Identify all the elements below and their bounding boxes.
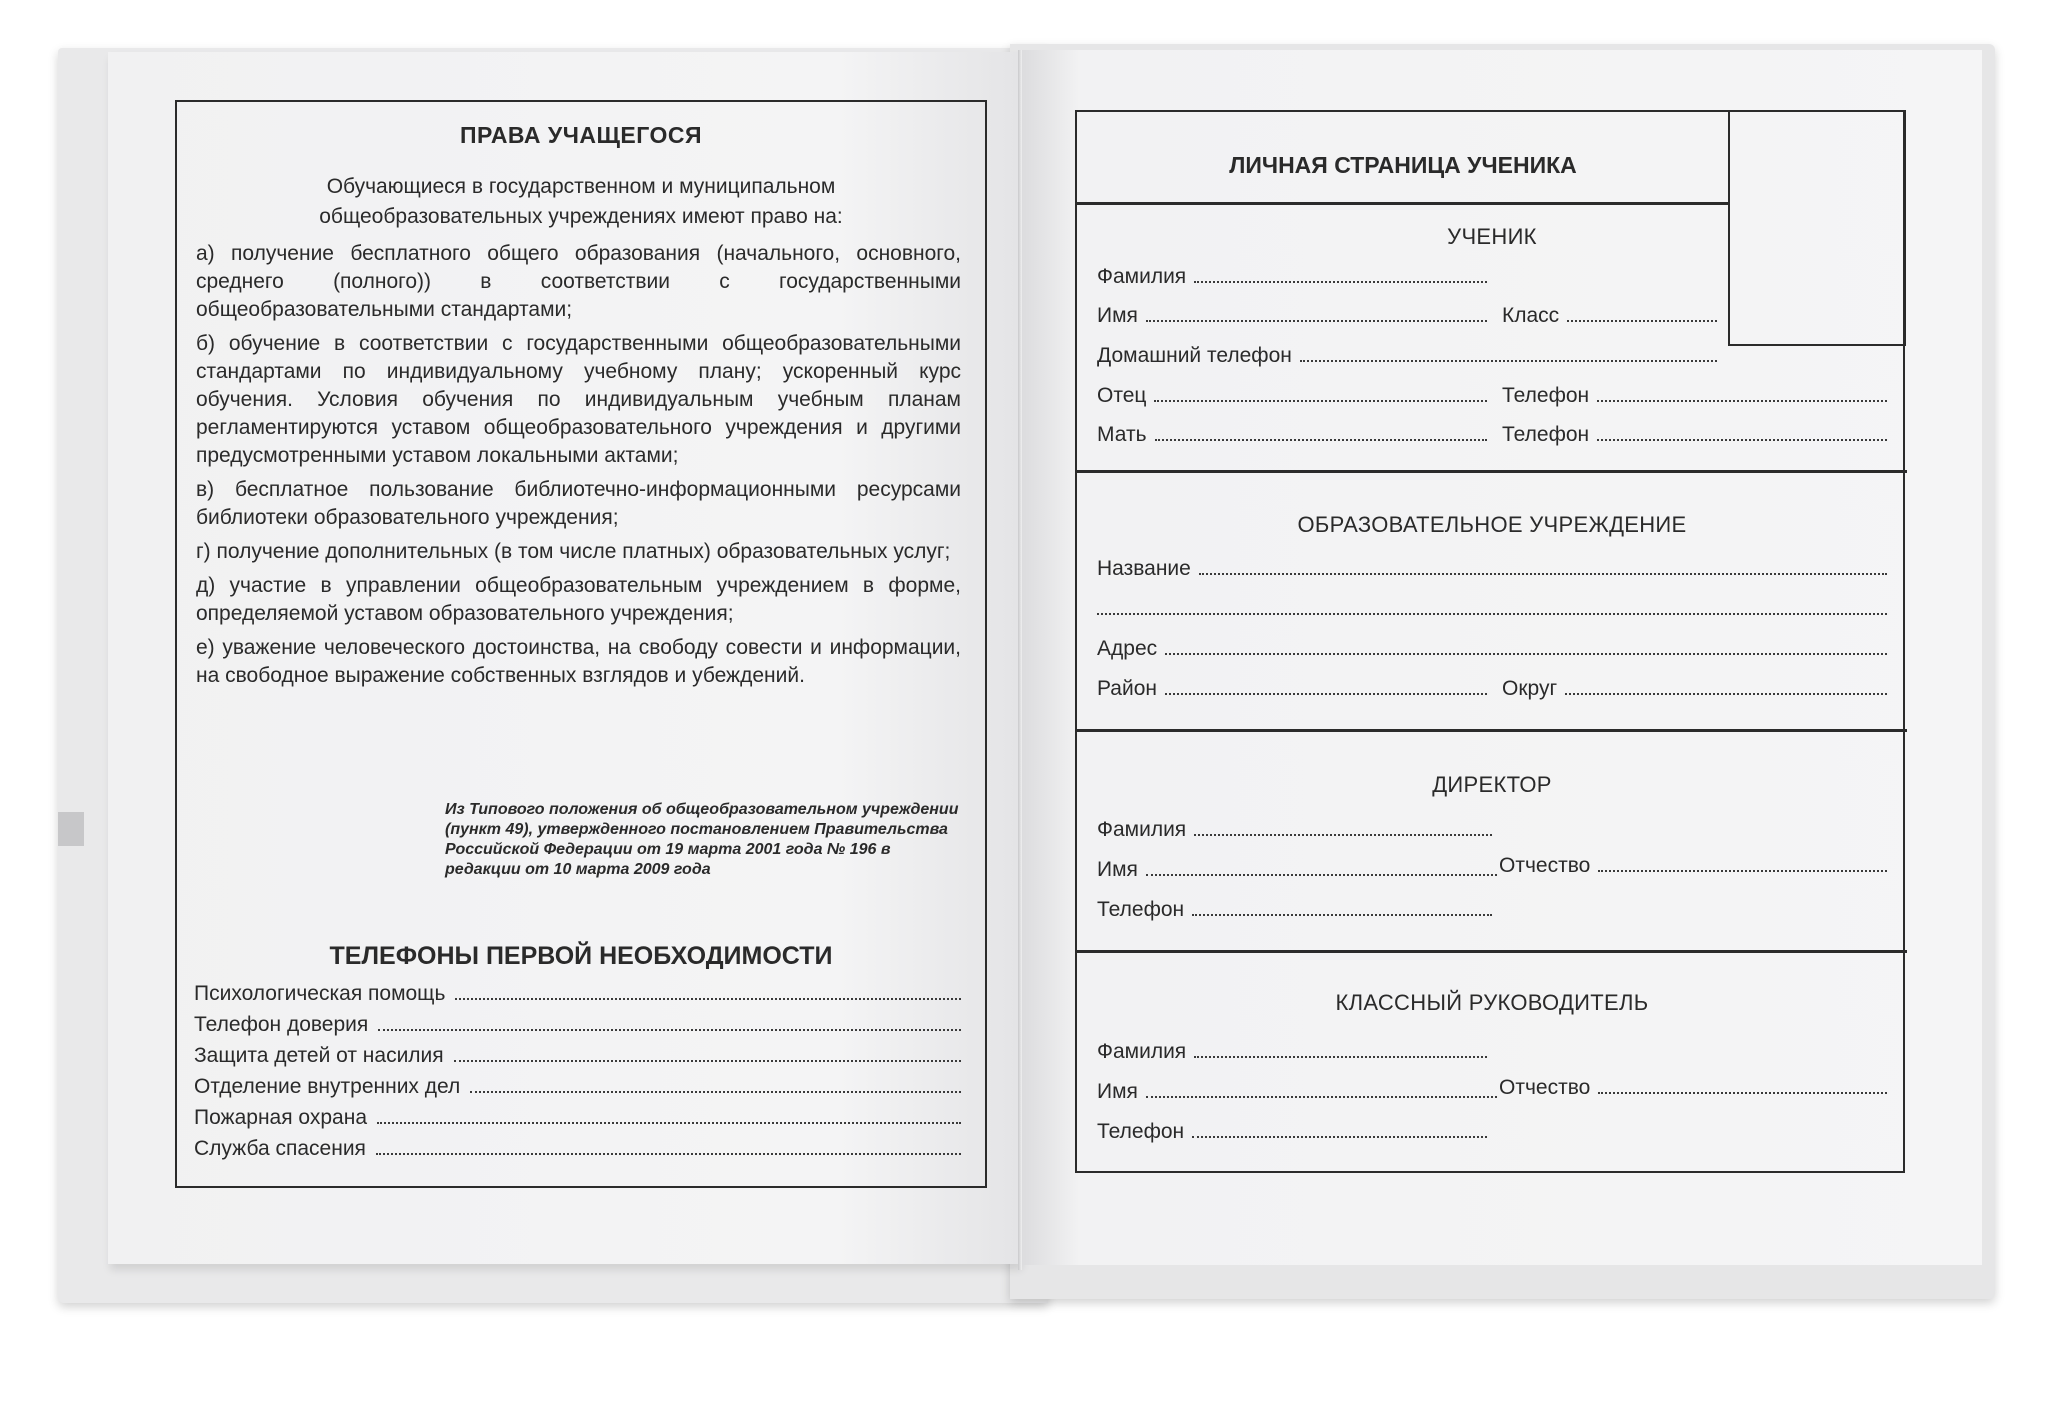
class-teacher-heading: КЛАССНЫЙ РУКОВОДИТЕЛЬ: [1335, 990, 1649, 1015]
fill-line[interactable]: [1165, 677, 1487, 695]
field-label: Фамилия: [1097, 265, 1187, 288]
section-divider: [1077, 202, 1729, 205]
director-surname-field: [1097, 818, 1492, 842]
fill-line[interactable]: [1192, 898, 1492, 916]
phone-fill-line[interactable]: [455, 982, 961, 1000]
phones-title: ТЕЛЕФОНЫ ПЕРВОЙ НЕОБХОДИМОСТИ: [329, 942, 833, 970]
director-phone-field: [1097, 898, 1492, 922]
phone-fill-line[interactable]: [376, 1137, 961, 1155]
rights-intro: Обучающиеся в государственном и муниципальном общеобразовательных учреждениях имеют право на:: [319, 175, 843, 228]
fill-line[interactable]: [1194, 818, 1492, 836]
citation: Из Типового положения об общеобразовательном учреждении (пункт 49), утвержденного постановлением Правительства Российской Федерации от 19 марта 2001 года № 196 в редакции от 10 марта 2009 года: [445, 801, 959, 878]
fill-line[interactable]: [1598, 854, 1887, 872]
rights-title: ПРАВА УЧАЩЕГОСЯ: [459, 122, 703, 148]
section-divider: [1077, 950, 1907, 953]
phones-list: [194, 982, 969, 1168]
fill-line[interactable]: [1598, 1076, 1887, 1094]
fill-line[interactable]: [1165, 637, 1887, 655]
fill-line[interactable]: [1146, 304, 1487, 322]
phone-row: [194, 1106, 969, 1137]
field-label: Отчество: [1499, 854, 1591, 877]
phone-row: [194, 1044, 969, 1075]
fill-line[interactable]: [1192, 1120, 1487, 1138]
field-label: Район: [1097, 677, 1157, 700]
school-district-field: [1097, 677, 1487, 701]
fill-line[interactable]: [1146, 1080, 1497, 1098]
director-heading: ДИРЕКТОР: [1432, 772, 1552, 797]
father-field: [1097, 384, 1487, 408]
field-label: Фамилия: [1097, 818, 1187, 841]
field-label: Телефон: [1502, 384, 1590, 407]
fill-line[interactable]: [1194, 1040, 1487, 1058]
fill-line[interactable]: [1155, 423, 1487, 441]
teacher-patronymic-field: [1499, 1076, 1887, 1100]
phone-row: [194, 1013, 969, 1044]
rights-item: е) уважение человеческого достоинства, на свободу совести и информации, на свободное выражение собственных взглядов и убеждений.: [196, 636, 961, 687]
field-label: Имя: [1097, 304, 1138, 327]
field-label: Имя: [1097, 858, 1138, 881]
phone-row: [194, 1075, 969, 1106]
fill-line[interactable]: [1597, 423, 1887, 441]
rights-frame: [175, 100, 987, 1188]
fill-line[interactable]: [1565, 677, 1887, 695]
director-patronymic-field: [1499, 854, 1887, 878]
home-phone-field: [1097, 344, 1717, 368]
field-label: Телефон: [1502, 423, 1590, 446]
mother-field: [1097, 423, 1487, 447]
fill-line[interactable]: [1567, 304, 1717, 322]
fill-line[interactable]: [1194, 265, 1487, 283]
field-label: Адрес: [1097, 637, 1158, 660]
phone-fill-line[interactable]: [377, 1106, 961, 1124]
student-heading: УЧЕНИК: [1447, 224, 1537, 249]
rights-item: д) участие в управлении общеобразовательным учреждением в форме, определяемой уставом образовательного учреждения;: [196, 574, 961, 625]
phone-label: Служба спасения: [194, 1137, 366, 1160]
teacher-name-field: [1097, 1080, 1497, 1104]
rights-item: в) бесплатное пользование библиотечно-информационными ресурсами библиотеки образовательного учреждения;: [196, 478, 961, 529]
field-label: Домашний телефон: [1097, 344, 1292, 367]
field-label: Телефон: [1097, 1120, 1185, 1143]
field-label: Отчество: [1499, 1076, 1591, 1099]
student-class-field: [1502, 304, 1717, 328]
phone-fill-line[interactable]: [378, 1013, 961, 1031]
field-label: Название: [1097, 557, 1191, 580]
section-divider: [1077, 729, 1907, 732]
rights-item: г) получение дополнительных (в том числе платных) образовательных услуг;: [196, 540, 951, 563]
section-divider: [1077, 470, 1907, 473]
phone-label: Защита детей от насилия: [194, 1044, 444, 1067]
teacher-surname-field: [1097, 1040, 1487, 1064]
rights-item: а) получение бесплатного общего образования (начального, основного, среднего (полного)) в соответствии с государственными общеобразовательными стандартами;: [196, 242, 961, 321]
rights-list: [196, 240, 961, 696]
phone-row: [194, 982, 969, 1013]
field-label: Фамилия: [1097, 1040, 1187, 1063]
phone-label: Отделение внутренних дел: [194, 1075, 461, 1098]
student-surname-field: [1097, 265, 1487, 289]
personal-page-title: ЛИЧНАЯ СТРАНИЦА УЧЕНИКА: [1229, 152, 1577, 178]
phone-row: [194, 1137, 969, 1168]
director-name-field: [1097, 858, 1497, 882]
fill-line[interactable]: [1597, 384, 1887, 402]
school-heading: ОБРАЗОВАТЕЛЬНОЕ УЧРЕЖДЕНИЕ: [1297, 512, 1687, 537]
school-name-field: [1097, 557, 1887, 581]
fill-line[interactable]: [1097, 597, 1887, 615]
phone-label: Телефон доверия: [194, 1013, 369, 1036]
fill-line[interactable]: [1146, 858, 1497, 876]
phone-label: Психологическая помощь: [194, 982, 446, 1005]
fill-line[interactable]: [1300, 344, 1717, 362]
fill-line[interactable]: [1154, 384, 1487, 402]
fill-line[interactable]: [1199, 557, 1887, 575]
field-label: Имя: [1097, 1080, 1138, 1103]
teacher-phone-field: [1097, 1120, 1487, 1144]
personal-page-frame: [1075, 110, 1905, 1173]
field-label: Мать: [1097, 423, 1147, 446]
field-label: Телефон: [1097, 898, 1185, 921]
school-name-continuation: [1097, 597, 1887, 615]
field-label: Округ: [1502, 677, 1558, 700]
bookmark-tab: [58, 812, 84, 846]
mother-phone-field: [1502, 423, 1887, 447]
field-label: Класс: [1502, 304, 1560, 327]
school-address-field: [1097, 637, 1887, 661]
phone-fill-line[interactable]: [470, 1075, 961, 1093]
student-name-field: [1097, 304, 1487, 328]
school-okrug-field: [1502, 677, 1887, 701]
book-spine: [1018, 50, 1022, 1270]
father-phone-field: [1502, 384, 1887, 408]
phone-label: Пожарная охрана: [194, 1106, 368, 1129]
rights-item: б) обучение в соответствии с государственными общеобразовательными стандартами по индивидуальному учебному плану; ускоренный курс обучения. Условия обучения по индивидуальным учебным планам регламентируются уставом общеобразовательного учреждения и другими предусмотренными уставом локальными актами;: [196, 332, 961, 467]
field-label: Отец: [1097, 384, 1147, 407]
phone-fill-line[interactable]: [454, 1044, 961, 1062]
